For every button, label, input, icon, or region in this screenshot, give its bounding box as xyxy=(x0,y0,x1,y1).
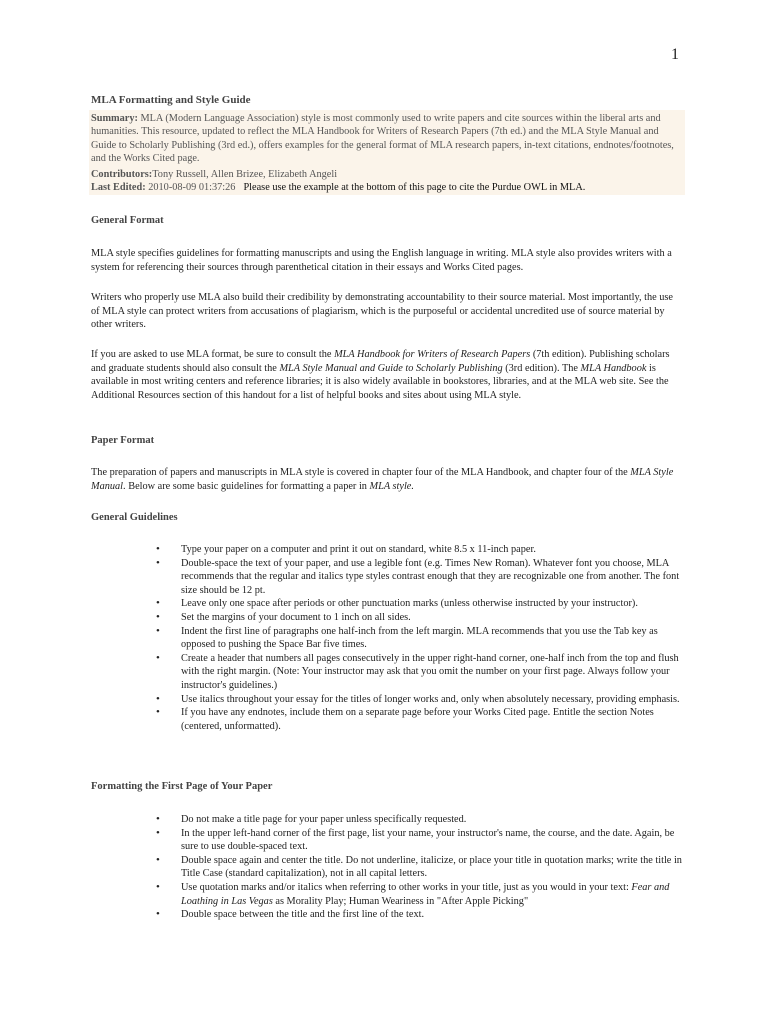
general-format-paragraph-3 xyxy=(91,348,683,402)
summary-box xyxy=(89,110,685,195)
list-item: • Use italics throughout your essay for the titles of longer works and, only when absolutely necessary, providing emphasis. xyxy=(156,693,684,707)
book-title: Fear and Loathing in Las Vegas xyxy=(181,881,670,907)
book-title: MLA Handbook xyxy=(580,362,647,374)
list-item: • Double space again and center the title. Do not underline, italicize, or place your title in quotation marks; write the title in Title Case (standard capitalization), not in all capital letters. xyxy=(156,854,684,881)
first-page-list xyxy=(156,813,684,922)
last-edited-label: Last Edited: xyxy=(91,182,146,194)
general-guidelines-heading: General Guidelines xyxy=(91,512,178,523)
paper-format-heading: Paper Format xyxy=(91,435,155,446)
general-format-heading: General Format xyxy=(91,215,164,226)
book-title: MLA Style Manual xyxy=(91,467,674,492)
text-run: (7th edition). Publishing scholars and graduate students should also consult the xyxy=(91,349,670,374)
text-run: as Morality Play; Human Weariness in "After Apple Picking" xyxy=(272,895,529,907)
text-run: Use quotation marks and/or italics when referring to other works in your title, just as you would in your text: xyxy=(181,881,632,893)
document-title: MLA Formatting and Style Guide xyxy=(91,94,251,106)
list-item: • Double space between the title and the first line of the text. xyxy=(156,908,684,922)
list-item xyxy=(156,881,684,908)
list-item: • Indent the first line of paragraphs one half-inch from the left margin. MLA recommends that you use the Tab key as opposed to pushing the Space Bar five times. xyxy=(156,625,684,652)
page-number: 1 xyxy=(671,46,679,63)
list-item: • Create a header that numbers all pages consecutively in the upper right-hand corner, one-half inch from the top and flush with the right margin. (Note: Your instructor may ask that you omit the number on your first page. Always follow your instructor's guidelines.) xyxy=(156,652,684,693)
contributors-label: Contributors: xyxy=(91,168,153,180)
list-item: • Set the margins of your document to 1 inch on all sides. xyxy=(156,611,684,625)
summary-text: MLA (Modern Language Association) style is most commonly used to write papers and cite sources within the liberal arts and humanities. This resource, updated to reflect the MLA Handbook for Writers of Research Papers (7th ed.) and the MLA Style Manual and Guide to Scholarly Publishing (3rd ed.), offers examples for the general format of MLA research papers, in-text citations, endnotes/footnotes, and the Works Cited page. xyxy=(91,113,674,165)
paragraph-text xyxy=(91,348,683,402)
general-format-paragraph-2 xyxy=(91,291,683,332)
list-item: • In the upper left-hand corner of the first page, list your name, your instructor's name, the course, and the date. Again, be sure to use double-spaced text. xyxy=(156,827,684,854)
text-run: is available in most writing centers and reference libraries; it is also widely available in bookstores, libraries, and at the MLA web site. See the Additional Resources section of this handout for a list of helpful books and sites about using MLA style. xyxy=(91,362,669,401)
paper-format-paragraph xyxy=(91,466,683,493)
contributors-names: Tony Russell, Allen Brizee, Elizabeth Angeli xyxy=(152,168,338,180)
list-item: • Do not make a title page for your paper unless specifically requested. xyxy=(156,813,684,827)
book-title: MLA Handbook for Writers of Research Papers xyxy=(334,349,531,360)
text-run: . Below are some basic guidelines for formatting a paper in xyxy=(123,480,370,492)
text-run: (3rd edition). The xyxy=(502,362,581,374)
list-item: • Type your paper on a computer and print it out on standard, white 8.5 x 11-inch paper. xyxy=(156,543,684,557)
first-page-heading: Formatting the First Page of Your Paper xyxy=(91,781,273,792)
paragraph-text xyxy=(91,466,683,493)
list-item: • Leave only one space after periods or other punctuation marks (unless otherwise instructed by your instructor). xyxy=(156,597,684,611)
cite-note: Please use the example at the bottom of this page to cite the Purdue OWL in MLA. xyxy=(243,182,586,194)
list-item: • Double-space the text of your paper, and use a legible font (e.g. Times New Roman). Whatever font you choose, MLA recommends that the regular and italics type styles contrast enough that they are recognizable one from another. The font size should be 12 pt. xyxy=(156,557,684,598)
list-item: • If you have any endnotes, include them on a separate page before your Works Cited page. Entitle the section Notes (centered, unformatted). xyxy=(156,706,684,733)
general-guidelines-list xyxy=(156,543,684,733)
summary-label: Summary: xyxy=(91,113,138,124)
last-edited-date: 2010-08-09 01:37:26 xyxy=(148,182,236,194)
text-run: The preparation of papers and manuscripts in MLA style is covered in chapter four of the MLA Handbook, and chapter four of the xyxy=(91,467,631,478)
last-edited-line xyxy=(91,181,683,194)
text-run: If you are asked to use MLA format, be sure to consult the xyxy=(91,349,335,360)
paragraph-text: MLA style specifies guidelines for formatting manuscripts and using the English language in writing. MLA style also provides writers with a system for referencing their sources through parenthetical citation in their essays and Works Cited pages. xyxy=(91,248,672,273)
paragraph-text: Writers who properly use MLA also build their credibility by demonstrating accountability to their source material. Most importantly, the use of MLA style can protect writers from accusations of plagiarism, which is the purposeful or accidental uncredited use of source material by other writers. xyxy=(91,292,673,330)
contributors-line xyxy=(91,168,683,181)
book-title: MLA Style Manual and Guide to Scholarly Publishing xyxy=(279,362,503,374)
style-name: MLA style. xyxy=(369,480,414,492)
summary-paragraph xyxy=(91,112,683,166)
general-format-paragraph-1 xyxy=(91,247,683,274)
